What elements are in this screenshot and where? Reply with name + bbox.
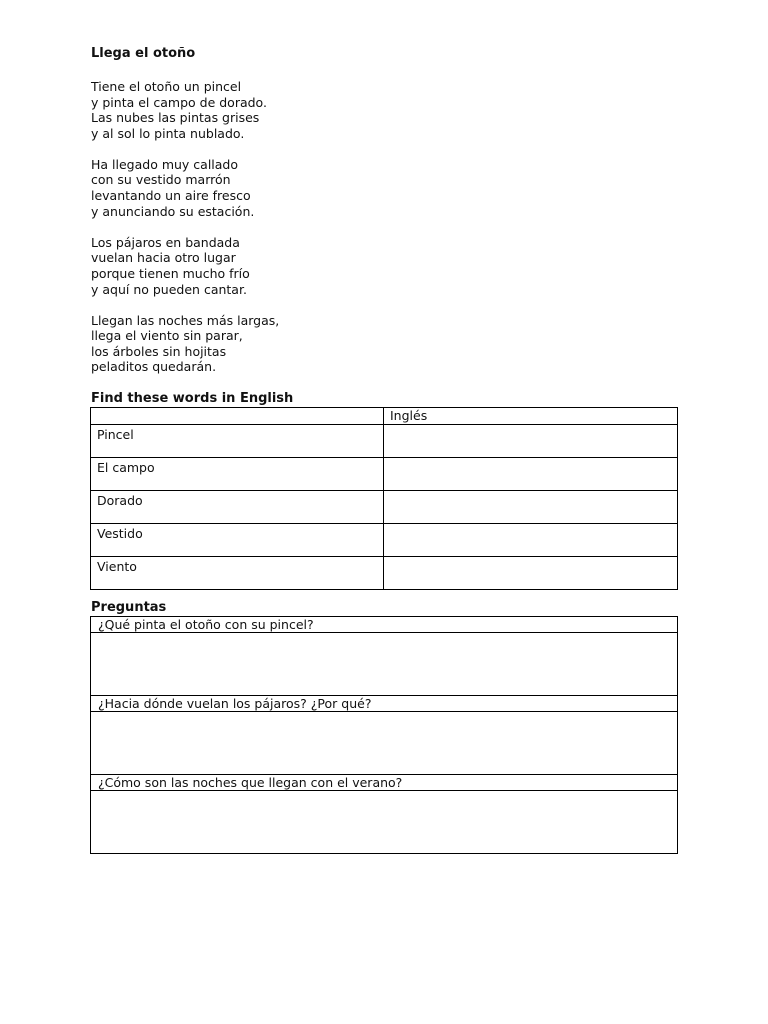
poem-line: levantando un aire fresco <box>91 188 251 204</box>
answer-row <box>91 791 678 854</box>
poem-stanza <box>91 79 411 141</box>
questions-table <box>90 616 678 854</box>
poem-line: y al sol lo pinta nublado. <box>91 125 245 141</box>
poem-line: Ha llegado muy callado <box>91 156 239 172</box>
question-text: ¿Qué pinta el otoño con su pincel? <box>91 617 678 633</box>
vocab-word: Dorado <box>91 491 384 524</box>
question-row <box>91 775 678 791</box>
poem-line: Llegan las noches más largas, <box>91 312 280 328</box>
answer-box[interactable] <box>91 712 678 775</box>
vocab-row <box>91 557 678 590</box>
poem-line: vuelan hacia otro lugar <box>91 250 236 266</box>
poem-line: Tiene el otoño un pincel <box>91 79 242 94</box>
poem-line: peladitos quedarán. <box>91 359 217 375</box>
answer-box[interactable] <box>91 791 678 854</box>
question-row <box>91 696 678 712</box>
poem <box>91 79 411 391</box>
question-row <box>91 617 678 633</box>
question-text: ¿Cómo son las noches que llegan con el verano? <box>91 775 678 791</box>
answer-row <box>91 712 678 775</box>
poem-line: Las nubes las pintas grises <box>91 110 260 126</box>
poem-line: porque tienen mucho frío <box>91 265 250 281</box>
vocab-row <box>91 425 678 458</box>
vocab-word: Pincel <box>91 425 384 458</box>
vocab-header-spanish <box>91 408 384 425</box>
page-title: Llega el otoño <box>91 46 196 61</box>
poem-stanza <box>91 157 411 219</box>
question-text: ¿Hacia dónde vuelan los pájaros? ¿Por qué? <box>91 696 678 712</box>
poem-stanza <box>91 235 411 297</box>
poem-stanza <box>91 313 411 375</box>
poem-line: y anunciando su estación. <box>91 203 255 219</box>
vocab-table <box>90 407 678 590</box>
vocab-word: Vestido <box>91 524 384 557</box>
vocab-header-english: Inglés <box>384 408 678 425</box>
poem-line: llega el viento sin parar, <box>91 328 243 344</box>
poem-line: y aquí no pueden cantar. <box>91 281 247 297</box>
vocab-word: Viento <box>91 557 384 590</box>
vocab-header-row <box>91 408 678 425</box>
questions-heading: Preguntas <box>91 600 167 615</box>
poem-line: los árboles sin hojitas <box>91 343 227 359</box>
vocab-word: El campo <box>91 458 384 491</box>
poem-line: y pinta el campo de dorado. <box>91 94 267 110</box>
vocab-answer-cell[interactable] <box>384 458 678 491</box>
poem-line: con su vestido marrón <box>91 172 231 188</box>
vocab-answer-cell[interactable] <box>384 557 678 590</box>
vocab-answer-cell[interactable] <box>384 524 678 557</box>
vocab-answer-cell[interactable] <box>384 425 678 458</box>
answer-box[interactable] <box>91 633 678 696</box>
vocab-row <box>91 458 678 491</box>
vocab-row <box>91 524 678 557</box>
vocab-row <box>91 491 678 524</box>
vocab-answer-cell[interactable] <box>384 491 678 524</box>
poem-line: Los pájaros en bandada <box>91 234 240 250</box>
vocab-heading: Find these words in English <box>91 391 294 406</box>
answer-row <box>91 633 678 696</box>
